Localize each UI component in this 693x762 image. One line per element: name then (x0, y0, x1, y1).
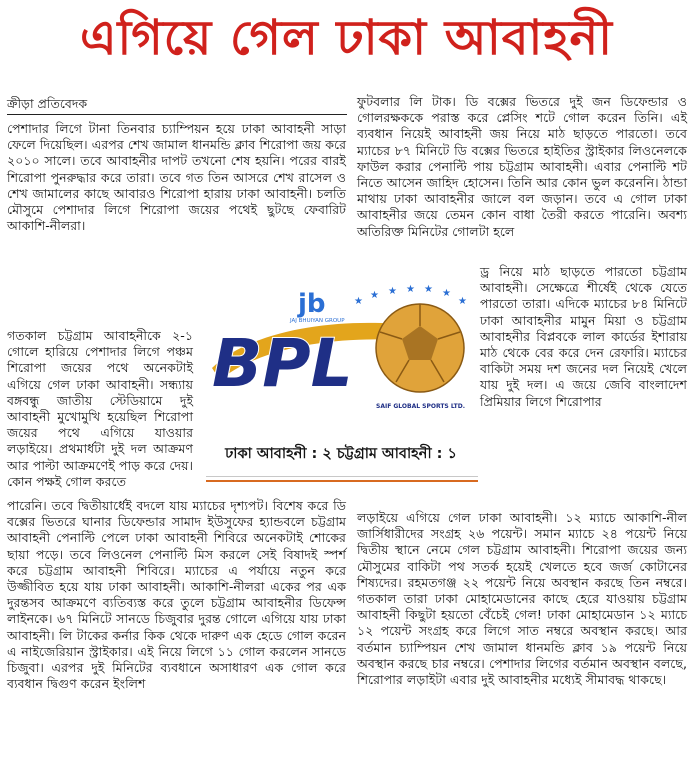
paragraph: ড্র নিয়ে মাঠ ছাড়তে পারতো চট্টগ্রাম আবাহনী। সেক্ষেত্রে শীর্ষেই থেকে যেতে পারতো তারা। এদিকে ম্যাচের ৮৪ মিনিটে ঢাকা আবাহনীর মামুন মিয়া ও চট্টগ্রাম আবাহনীর বিপ্লবকে লাল কার্ডের ইশারায় মাঠ থেকে বের করে দেন রেফারি। ম্যাচের বাকিটা সময় দশ জনের দল নিয়েই খেলে যায় দুই দল। এ জয়ে জেবি বাংলাদেশ প্রিমিয়ার লিগে শিরোপার (480, 264, 687, 409)
article-column-left-narrow (7, 328, 193, 490)
byline-divider (7, 114, 347, 115)
football-icon (376, 304, 464, 392)
score-divider-accent (206, 480, 478, 482)
article-column-left-bottom (7, 498, 346, 692)
byline: ক্রীড়া প্রতিবেদক (7, 96, 88, 111)
score-divider (206, 476, 478, 477)
svg-text:★: ★ (388, 286, 397, 297)
svg-text:★: ★ (354, 296, 363, 307)
score-line: ঢাকা আবাহনী : ২ চট্টগ্রাম আবাহনী : ১ (225, 446, 457, 462)
svg-text:★: ★ (424, 284, 433, 295)
article-column-left-top (7, 121, 346, 234)
bpl-logo-graphic (198, 282, 478, 414)
paragraph: পেশাদার লিগে টানা তিনবার চ্যাম্পিয়ন হয়ে ঢাকা আবাহনী সাড়া ফেলে দিয়েছিল। এরপর শেখ জামাল ধানমন্ডি ক্লাব শিরোপা জয় করে ২০১০ সালে। তবে আবাহনীর দাপট তখনো শেষ হয়নি। পরের বারই শিরোপা পুনরুদ্ধার করে তারা। তবে গত তিন আসরে শেখ রাসেল ও শেখ জামালের কাছে আবারও শিরোপা হারায় ঢাকা আবাহনী। চলতি মৌসুমে পেশাদার লিগে শিরোপা জয়ের পথেই ছুটছে ফেবারিট আকাশি-নীলরা। (7, 121, 346, 234)
article-column-right-bottom (357, 510, 687, 688)
paragraph: পারেনি। তবে দ্বিতীয়ার্ধেই বদলে যায় ম্যাচের দৃশ্যপট। বিশেষ করে ডি বক্সের ভিতরে ঘানার ডিফেন্ডার সামাদ ইউসুফের হ্যান্ডবলে চট্টগ্রাম আবাহনী পেনাল্টি পেলে ঢাকা আবাহনী শিবিরে অনেকটাই শোকের ছায়া পড়ে। তবে লিওনেল পেনাল্টি মিস করলে সেই বিষাদই স্পর্শ করে চট্টগ্রাম আবাহনী শিবিরে। ম্যাচের এ পর্যায়ে নতুন করে উজ্জীবিত হয়ে যায় ঢাকা আবাহনী। আকাশি-নীলরা একের পর এক দুরন্তসব আক্রমণে ব্যতিব্যস্ত করে তুলে চট্টগ্রাম আবাহনীর ডিফেন্স লাইনকে। ৬৭ মিনিটে সানডে চিজুবার দুরন্ত গোলে এগিয়ে যায় ঢাকা আবাহনী। লি টাকের কর্নার কিক থেকে দারুণ এক হেডে গোল করেন এ নাইজেরিয়ান স্ট্রাইকার। এই নিয়ে লিগে ১১ গোল করলেন সানডে চিজুবা। এরপর দুই মিনিটের ব্যবধানে অসাধারণ এক গোল করে ব্যবধান দ্বিগুণ করেন ইংলিশ (7, 498, 346, 692)
bpl-wordmark: BPL (212, 325, 353, 402)
article-column-right-top (357, 94, 687, 240)
stars-decoration (354, 284, 467, 307)
sponsor-name: JAJ BHUIYAN GROUP (290, 318, 345, 324)
headline: এগিয়ে গেল ঢাকা আবাহনী (80, 10, 613, 66)
sponsor-mark: jb (298, 289, 326, 319)
paragraph: ফুটবলার লি টাক। ডি বক্সের ভিতরে দুই জন ডিফেন্ডার ও গোলরক্ষককে পরাস্ত করে প্লেসিং শটে গোল করেন তিনি। এই ব্যবধান নিয়েই আবাহনী জয় নিয়ে মাঠ ছাড়তে পারতো। তবে ম্যাচের ৮৭ মিনিটে ডি বক্সের ভিতরে হাইতির স্ট্রাইকার লিওনেলকে ফাউল করার পেনাল্টি পায় চট্টগ্রাম আবাহনী। এবার পেনাল্টি শট নিতে আসেন জাহিদ হোসেন। তিনি আর কোন ভুল করেননি। ঠান্ডা মাথায় ঢাকা আবাহনীর জালে বল জড়ান। তবে এ গোল ঢাকা আবাহনীর জয়ে তেমন কোন বাধা তৈরী করতে পারেনি। অবশ্য অতিরিক্ত মিনিটের গোলটা হলে (357, 94, 687, 239)
article-column-right-narrow (480, 264, 687, 410)
bpl-logo (198, 282, 478, 414)
paragraph: গতকাল চট্টগ্রাম আবাহনীকে ২-১ গোলে হারিয়ে পেশাদার লিগে পঞ্চম শিরোপা জয়ের পথে অনেকটাই এগিয়ে গেল ঢাকা আবাহনী। সন্ধ্যায় বঙ্গবন্ধু জাতীয় স্টেডিয়ামে দুই আবাহনী মুখোমুখি হয়েছিল শিরোপা জয়ের পথে এগিয়ে যাওয়ার লড়াইয়ে। প্রথমার্ধটা দুই দল আক্রমণ আর পাল্টা আক্রমণেই পাড় করে দেয়। কোন পক্ষই গোল করতে (7, 328, 193, 489)
svg-text:★: ★ (458, 296, 467, 307)
paragraph: লড়াইয়ে এগিয়ে গেল ঢাকা আবাহনী। ১২ ম্যাচে আকাশি-নীল জার্সিধারীদের সংগ্রহ ২৬ পয়েন্ট। সমান ম্যাচে ২৪ পয়েন্ট নিয়ে দ্বিতীয় স্থানে নেমে গেল চট্টগ্রাম আবাহনী। শিরোপা জয়ের জন্য মৌসুমের বাকিটা পথ সতর্ক হয়েই খেলতে হবে জর্জ কোটানের শিষ্যদের। রহমতগঞ্জ ২২ পয়েন্ট নিয়ে অবস্থান করছে তিন নম্বরে। গতকাল তারা ঢাকা মোহামেডানের কাছে হেরে যাওয়ায় চট্টগ্রাম আবাহনী কিছুটা হয়তো বেঁচেই গেল! ঢাকা মোহামেডান ১২ ম্যাচে ১২ পয়েন্ট সংগ্রহ করে লিগে সাত নম্বরে অবস্থান করছে। আর বর্তমান চ্যাম্পিয়ন শেখ জামাল ধানমন্ডি ক্লাব ১৯ পয়েন্ট নিয়ে অবস্থান করছে চার নম্বরে। পেশাদার লিগের বর্তমান অবস্থান বলছে, শিরোপার লড়াইটা এবার দুই আবাহনীর মধ্যেই সীমাবদ্ধ থাকছে। (357, 510, 687, 688)
svg-text:★: ★ (406, 284, 415, 295)
logo-tagline: SAIF GLOBAL SPORTS LTD. (376, 403, 466, 410)
svg-text:★: ★ (370, 290, 379, 301)
svg-text:★: ★ (442, 288, 451, 299)
